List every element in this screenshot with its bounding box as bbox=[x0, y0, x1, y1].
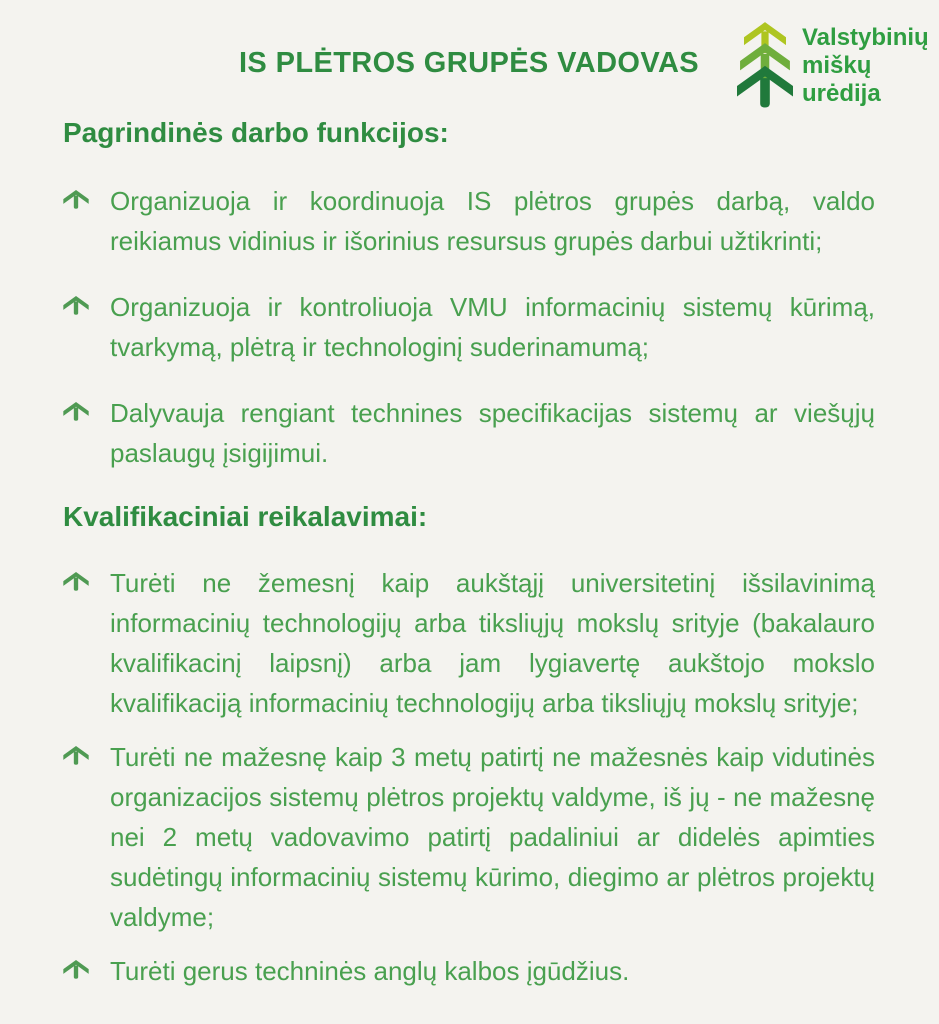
section-qualifications bbox=[63, 499, 875, 991]
list-item bbox=[63, 181, 875, 261]
list-item bbox=[63, 563, 875, 723]
page-title: IS PLĖTROS GRUPĖS VADOVAS bbox=[238, 47, 700, 79]
tree-bullet-icon bbox=[63, 287, 110, 315]
list-item bbox=[63, 737, 875, 937]
company-name-line: Valstybinių bbox=[802, 24, 929, 51]
list-item bbox=[63, 951, 875, 991]
list-item-text: Organizuoja ir koordinuoja IS plėtros grupės darbą, valdo reikiamus vidinius ir išorinius resursus grupės darbui užtikrinti; bbox=[110, 186, 875, 256]
functions-list bbox=[63, 181, 875, 473]
list-item-text: Turėti ne mažesnę kaip 3 metų patirtį ne mažesnės kaip vidutinės organizacijos sistemų plėtros projektų valdyme, iš jų - ne mažesnę nei 2 metų vadovavimo patirtį padaliniui ar didelės apimties sudėtingų informacinių sistemų kūrimo, diegimo ar plėtros projektų valdyme; bbox=[110, 742, 875, 932]
tree-bullet-icon bbox=[63, 737, 110, 765]
company-name-line: urėdija bbox=[802, 80, 881, 107]
list-item-text: Organizuoja ir kontroliuoja VMU informacinių sistemų kūrimą, tvarkymą, plėtrą ir technologinį suderinamumą; bbox=[110, 292, 875, 362]
list-item-text: Dalyvauja rengiant technines specifikacijas sistemų ar viešųjų paslaugų įsigijimui. bbox=[110, 398, 875, 468]
list-item-text: Turėti gerus techninės anglų kalbos įgūdžius. bbox=[110, 956, 630, 986]
qualifications-list bbox=[63, 563, 875, 991]
company-name-line: miškų bbox=[802, 52, 872, 79]
company-name bbox=[802, 22, 929, 108]
section-main-functions bbox=[63, 115, 875, 473]
company-logo bbox=[737, 22, 929, 108]
tree-bullet-icon bbox=[63, 951, 110, 979]
tree-bullet-icon bbox=[63, 181, 110, 209]
list-item-text: Turėti ne žemesnį kaip aukštąjį universitetinį išsilavinimą informacinių technologijų arba tiksliųjų mokslų srityje (bakalauro kvalifikacinį laipsnį) arba jam lygiavertę aukštojo mokslo kvalifikaciją informacinių technologijų arba tiksliųjų mokslų srityje; bbox=[110, 568, 875, 718]
fir-tree-logo-icon bbox=[737, 22, 793, 108]
page-header bbox=[63, 24, 929, 107]
section-heading: Kvalifikaciniai reikalavimai: bbox=[63, 501, 428, 532]
tree-bullet-icon bbox=[63, 393, 110, 421]
list-item bbox=[63, 393, 875, 473]
tree-bullet-icon bbox=[63, 563, 110, 591]
list-item bbox=[63, 287, 875, 367]
section-heading: Pagrindinės darbo funkcijos: bbox=[63, 117, 449, 148]
